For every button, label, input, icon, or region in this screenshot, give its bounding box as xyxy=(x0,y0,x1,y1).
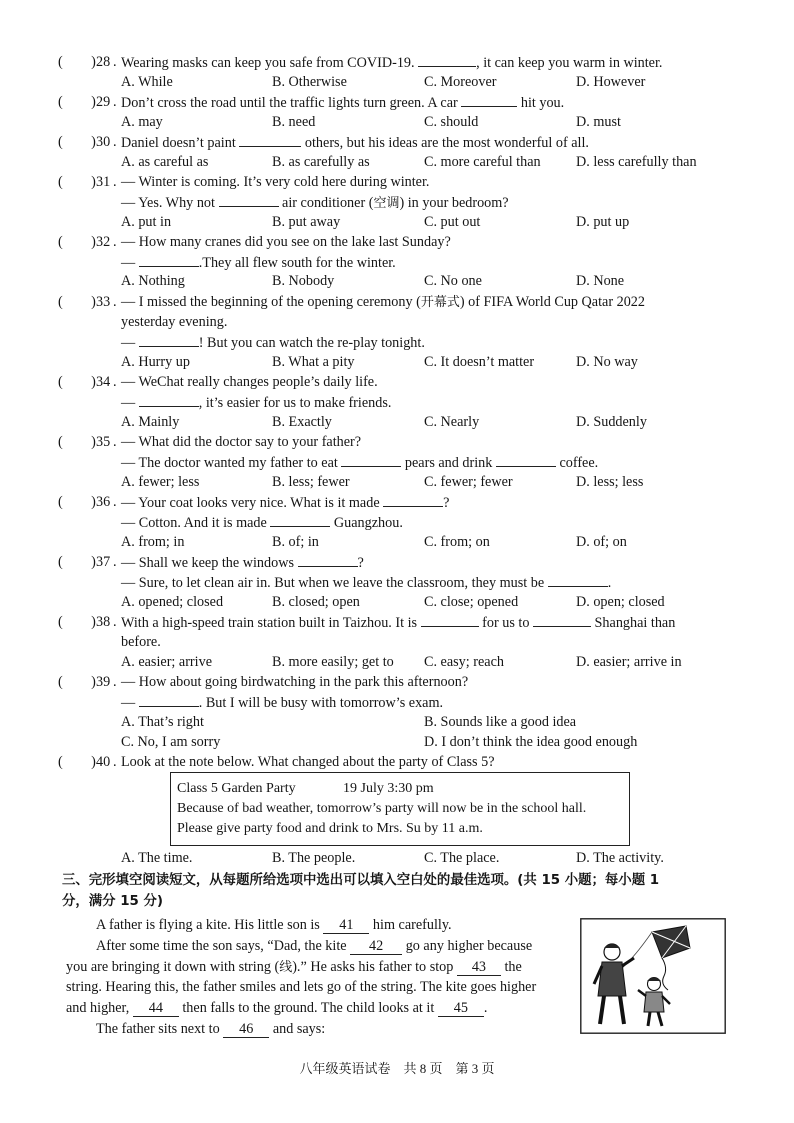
question-text: — Cotton. And it is made xyxy=(121,515,271,531)
question-line xyxy=(121,332,425,352)
question-bracket: ( ) xyxy=(58,494,96,510)
question-text: others, but his ideas are the most wonderful of all. xyxy=(301,135,589,151)
passage-text: you are bringing it down with string ( xyxy=(66,959,280,975)
question-number-dot: . xyxy=(113,494,117,510)
question-line xyxy=(121,232,451,252)
option-c: C. close; opened xyxy=(424,594,519,610)
option-d: D. easier; arrive in xyxy=(576,654,682,670)
question-bracket: ( ) xyxy=(58,174,96,190)
option-d: D. However xyxy=(576,74,646,90)
option-a: A. While xyxy=(121,74,173,90)
question-text: . But I will be busy with tomorrow’s exam. xyxy=(198,695,444,711)
question-line xyxy=(121,572,611,592)
option-a: A. Nothing xyxy=(121,273,185,289)
answer-blank xyxy=(139,392,199,407)
question-number: 30 xyxy=(96,134,111,150)
note-title: Class 5 Garden Party xyxy=(177,781,296,796)
option-c: C. No one xyxy=(424,273,482,289)
question-line xyxy=(66,998,487,1018)
section-heading: 三、完形填空阅读短文，从每题所给选项中选出可以填入空白处的最佳选项。(共 15 小题；每小题 1 xyxy=(62,873,660,888)
option-c: C. Moreover xyxy=(424,74,497,90)
question-number: 40 xyxy=(96,754,111,770)
question-number: 28 xyxy=(96,54,111,70)
question-line xyxy=(121,632,161,652)
cloze-blank-number: 41 xyxy=(323,917,369,934)
option-b: B. closed; open xyxy=(272,594,360,610)
option-b: B. as carefully as xyxy=(272,154,370,170)
option-c: C. more careful than xyxy=(424,154,541,170)
question-number-dot: . xyxy=(113,434,117,450)
cloze-blank-number: 42 xyxy=(350,938,402,955)
answer-blank xyxy=(533,612,591,627)
question-text: — Sure, to let clean air in. But when we leave the classroom, they must be xyxy=(121,575,548,591)
cloze-blank-number: 45 xyxy=(438,1000,484,1017)
question-text: hit you. xyxy=(517,95,565,111)
party-note xyxy=(170,772,630,846)
question-text: — What did the doctor say to your father? xyxy=(121,434,362,450)
answer-blank xyxy=(421,612,479,627)
question-bracket: ( ) xyxy=(58,294,96,310)
passage-text: him carefully. xyxy=(369,917,452,933)
option-d: D. I don’t think the idea good enough xyxy=(424,734,638,750)
question-number-dot: . xyxy=(113,294,117,310)
passage-text: the xyxy=(500,959,522,975)
question-text: Don’t cross the road until the traffic lights turn green. A car xyxy=(121,95,462,111)
question-line xyxy=(121,752,495,772)
question-number: 34 xyxy=(96,374,111,390)
question-bracket: ( ) xyxy=(58,134,96,150)
question-number-dot: . xyxy=(113,174,117,190)
question-line xyxy=(66,977,536,997)
question-line xyxy=(121,312,227,332)
question-line xyxy=(121,192,509,212)
option-b: B. Otherwise xyxy=(272,74,347,90)
question-line xyxy=(121,392,391,412)
question-number: 36 xyxy=(96,494,111,510)
option-a: A. may xyxy=(121,114,163,130)
question-text: pears and drink xyxy=(401,455,496,471)
question-line xyxy=(121,492,449,512)
question-number-dot: . xyxy=(113,754,117,770)
option-b: B. of; in xyxy=(272,534,319,550)
question-bracket: ( ) xyxy=(58,94,96,110)
question-line xyxy=(121,432,361,452)
question-bracket: ( ) xyxy=(58,374,96,390)
option-a: A. put in xyxy=(121,214,172,230)
question-bracket: ( ) xyxy=(58,434,96,450)
question-text: Daniel doesn’t paint xyxy=(121,135,240,151)
question-text: — xyxy=(121,255,139,271)
option-b: B. Nobody xyxy=(272,273,335,289)
question-line xyxy=(121,692,443,712)
question-text: Wearing masks can keep you safe from COVID-19. xyxy=(121,55,419,71)
answer-blank xyxy=(139,332,199,347)
question-text: for us to xyxy=(478,615,533,631)
question-line xyxy=(121,372,378,392)
option-c: C. should xyxy=(424,114,479,130)
option-d: D. No way xyxy=(576,354,638,370)
question-text: — WeChat really changes people’s daily life. xyxy=(121,374,378,390)
question-number-dot: . xyxy=(113,134,117,150)
question-line xyxy=(96,936,532,956)
question-number-dot: . xyxy=(113,614,117,630)
question-number: 39 xyxy=(96,674,111,690)
question-text: — xyxy=(121,695,139,711)
question-text: Look at the note below. What changed about the party of Class 5? xyxy=(121,754,495,770)
question-number: 38 xyxy=(96,614,111,630)
answer-blank xyxy=(298,552,358,567)
question-number-dot: . xyxy=(113,234,117,250)
option-d: D. Suddenly xyxy=(576,414,647,430)
passage-text: ).” He asks his father to stop xyxy=(292,959,457,975)
chinese-gloss: 线 xyxy=(279,960,293,975)
answer-blank xyxy=(383,492,443,507)
note-line-1: Because of bad weather, tomorrow’s party will now be in the school hall. xyxy=(177,801,587,816)
passage-text: After some time the son says, “Dad, the kite xyxy=(96,938,351,954)
option-b: B. put away xyxy=(272,214,341,230)
note-date: 19 July 3:30 pm xyxy=(343,781,434,796)
option-a: A. Hurry up xyxy=(121,354,190,370)
question-bracket: ( ) xyxy=(58,554,96,570)
option-a: A. easier; arrive xyxy=(121,654,212,670)
question-text: — The doctor wanted my father to eat xyxy=(121,455,342,471)
question-text: — How many cranes did you see on the lake last Sunday? xyxy=(121,234,451,250)
passage-text: go any higher because xyxy=(402,938,533,954)
cloze-blank-number: 44 xyxy=(133,1000,179,1017)
option-c: C. put out xyxy=(424,214,481,230)
option-d: D. put up xyxy=(576,214,630,230)
question-text: coffee. xyxy=(555,455,599,471)
question-line xyxy=(121,552,364,572)
question-text: — Winter is coming. It’s very cold here during winter. xyxy=(121,174,430,190)
question-number-dot: . xyxy=(113,374,117,390)
cloze-blank-number: 43 xyxy=(457,959,501,976)
question-text: yesterday evening. xyxy=(121,314,228,330)
passage-text: and higher, xyxy=(66,1000,133,1016)
question-number: 29 xyxy=(96,94,111,110)
option-a: A. from; in xyxy=(121,534,185,550)
option-b: B. Exactly xyxy=(272,414,332,430)
question-text: . xyxy=(607,575,612,591)
question-number: 35 xyxy=(96,434,111,450)
answer-blank xyxy=(270,512,330,527)
option-a: A. as careful as xyxy=(121,154,209,170)
question-text: ) in your bedroom? xyxy=(399,195,509,211)
option-a: A. That’s right xyxy=(121,714,204,730)
answer-blank xyxy=(219,192,279,207)
question-number-dot: . xyxy=(113,554,117,570)
question-text: Guangzhou. xyxy=(330,515,403,531)
option-d: D. None xyxy=(576,273,625,289)
page-footer: 八年级英语试卷 共 8 页 第 3 页 xyxy=(299,1061,495,1076)
question-text: ? xyxy=(443,495,450,511)
question-line xyxy=(121,512,403,532)
passage-text: . xyxy=(483,1000,488,1016)
answer-blank xyxy=(139,252,199,267)
question-text: air conditioner ( xyxy=(278,195,374,211)
option-b: B. What a pity xyxy=(272,354,355,370)
question-text: — xyxy=(121,335,139,351)
option-a: A. The time. xyxy=(121,850,193,866)
question-number-dot: . xyxy=(113,674,117,690)
question-line xyxy=(66,957,522,977)
answer-blank xyxy=(548,572,608,587)
option-d: D. less; less xyxy=(576,474,644,490)
note-line-2: Please give party food and drink to Mrs. Su by 11 a.m. xyxy=(177,821,483,836)
question-bracket: ( ) xyxy=(58,614,96,630)
question-number-dot: . xyxy=(113,94,117,110)
question-line xyxy=(121,52,662,72)
answer-blank xyxy=(461,92,517,107)
answer-blank xyxy=(239,132,301,147)
option-b: B. Sounds like a good idea xyxy=(424,714,577,730)
question-text: — Shall we keep the windows xyxy=(121,555,298,571)
option-b: B. less; fewer xyxy=(272,474,350,490)
question-text: ? xyxy=(357,555,364,571)
question-bracket: ( ) xyxy=(58,54,96,70)
chinese-gloss: 开幕式 xyxy=(420,295,460,310)
option-b: B. need xyxy=(272,114,316,130)
option-d: D. open; closed xyxy=(576,594,665,610)
question-text: — How about going birdwatching in the park this afternoon? xyxy=(121,674,469,690)
question-text: .They all flew south for the winter. xyxy=(198,255,396,271)
option-a: A. fewer; less xyxy=(121,474,200,490)
option-a: A. Mainly xyxy=(121,414,180,430)
answer-blank xyxy=(418,52,476,67)
question-line xyxy=(121,92,564,112)
question-number-dot: . xyxy=(113,54,117,70)
question-bracket: ( ) xyxy=(58,754,96,770)
question-bracket: ( ) xyxy=(58,674,96,690)
question-line xyxy=(121,252,396,272)
question-line xyxy=(121,132,589,152)
question-text: ) of FIFA World Cup Qatar 2022 xyxy=(459,294,645,310)
question-line xyxy=(121,172,429,192)
option-d: D. The activity. xyxy=(576,850,664,866)
kite-illustration xyxy=(580,918,726,1034)
question-text: With a high-speed train station built in Taizhou. It is xyxy=(121,615,421,631)
question-number: 37 xyxy=(96,554,111,570)
question-line xyxy=(121,292,645,312)
question-line xyxy=(96,1019,325,1039)
option-b: B. The people. xyxy=(272,850,356,866)
option-c: C. easy; reach xyxy=(424,654,504,670)
passage-text: string. Hearing this, the father smiles and lets go of the string. The kite goes higher xyxy=(66,979,537,995)
question-line xyxy=(121,612,675,632)
question-text: Shanghai than xyxy=(591,615,676,631)
option-d: D. must xyxy=(576,114,621,130)
question-number: 33 xyxy=(96,294,111,310)
passage-text: The father sits next to xyxy=(96,1021,224,1037)
question-line xyxy=(121,672,468,692)
chinese-gloss: 空调 xyxy=(373,196,400,211)
question-text: — Your coat looks very nice. What is it made xyxy=(121,495,384,511)
option-c: C. Nearly xyxy=(424,414,480,430)
option-c: C. fewer; fewer xyxy=(424,474,513,490)
question-number: 31 xyxy=(96,174,111,190)
option-c: C. from; on xyxy=(424,534,490,550)
question-text: — Yes. Why not xyxy=(121,195,219,211)
option-c: C. It doesn’t matter xyxy=(424,354,535,370)
answer-blank xyxy=(341,452,401,467)
answer-blank xyxy=(496,452,556,467)
option-c: C. No, I am sorry xyxy=(121,734,221,750)
question-text: before. xyxy=(121,634,161,650)
passage-text: and says: xyxy=(269,1021,326,1037)
option-b: B. more easily; get to xyxy=(272,654,394,670)
passage-text: then falls to the ground. The child looks at it xyxy=(178,1000,438,1016)
question-text: , it can keep you warm in winter. xyxy=(476,55,663,71)
question-text: — I missed the beginning of the opening ceremony ( xyxy=(121,294,421,310)
passage-text: A father is flying a kite. His little son is xyxy=(96,917,324,933)
question-text: — xyxy=(121,395,139,411)
answer-blank xyxy=(139,692,199,707)
question-number: 32 xyxy=(96,234,111,250)
option-d: D. less carefully than xyxy=(576,154,697,170)
option-d: D. of; on xyxy=(576,534,627,550)
question-bracket: ( ) xyxy=(58,234,96,250)
question-text: ! But you can watch the re-play tonight. xyxy=(198,335,425,351)
cloze-blank-number: 46 xyxy=(223,1021,269,1038)
question-line xyxy=(96,915,452,935)
question-line xyxy=(121,452,598,472)
question-text: , it’s easier for us to make friends. xyxy=(198,395,392,411)
option-a: A. opened; closed xyxy=(121,594,224,610)
option-c: C. The place. xyxy=(424,850,500,866)
section-heading-cont: 分，满分 15 分) xyxy=(62,894,164,909)
